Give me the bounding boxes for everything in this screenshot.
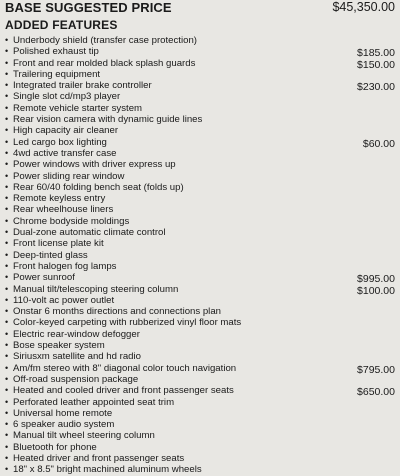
bullet-icon: • xyxy=(5,238,9,249)
feature-name: Remote keyless entry xyxy=(13,193,106,205)
bullet-icon: • xyxy=(5,136,9,147)
feature-name: Universal home remote xyxy=(13,407,113,419)
bullet-icon: • xyxy=(5,306,9,317)
bullet-icon: • xyxy=(5,272,9,283)
feature-name: Rear vision camera with dynamic guide lines xyxy=(13,114,203,126)
bullet-icon: • xyxy=(5,419,9,430)
feature-item xyxy=(5,340,396,351)
bullet-icon: • xyxy=(5,396,9,407)
feature-item xyxy=(5,408,396,419)
bullet-icon: • xyxy=(5,114,9,125)
feature-item xyxy=(5,69,396,80)
feature-item xyxy=(5,351,396,362)
feature-name: Power windows with driver express up xyxy=(13,159,176,171)
feature-name: Heated driver and front passenger seats xyxy=(13,452,185,464)
feature-name: Dual-zone automatic climate control xyxy=(13,227,166,239)
feature-item xyxy=(5,385,396,399)
bullet-icon: • xyxy=(5,159,9,170)
feature-price: $150.00 xyxy=(357,58,395,71)
feature-item xyxy=(5,430,396,441)
bullet-icon: • xyxy=(5,181,9,192)
feature-price: $60.00 xyxy=(362,137,395,150)
feature-item xyxy=(5,329,396,340)
bullet-icon: • xyxy=(5,452,9,463)
feature-item xyxy=(5,453,396,464)
feature-item xyxy=(5,238,396,249)
feature-item xyxy=(5,442,396,453)
feature-name: Trailering equipment xyxy=(13,68,101,80)
feature-name: Electric rear-window defogger xyxy=(13,328,140,340)
feature-name: Siriusxm satellite and hd radio xyxy=(13,351,141,363)
bullet-icon: • xyxy=(5,147,9,158)
feature-item xyxy=(5,35,396,46)
feature-name: Remote vehicle starter system xyxy=(13,102,143,114)
bullet-icon: • xyxy=(5,204,9,215)
feature-item xyxy=(5,227,396,238)
feature-item xyxy=(5,148,396,159)
feature-item xyxy=(5,171,396,182)
bullet-icon: • xyxy=(5,35,9,45)
feature-name: Front halogen fog lamps xyxy=(13,260,117,272)
bullet-icon: • xyxy=(5,260,9,271)
bullet-icon: • xyxy=(5,351,9,362)
feature-item xyxy=(5,80,396,94)
feature-item xyxy=(5,114,396,125)
bullet-icon: • xyxy=(5,362,9,373)
base-price-row xyxy=(5,0,396,18)
feature-name: Rear wheelhouse liners xyxy=(13,204,114,216)
feature-name: High capacity air cleaner xyxy=(13,125,119,137)
feature-name: Integrated trailer brake controller xyxy=(13,80,152,92)
feature-item xyxy=(5,46,396,60)
feature-name: Power sunroof xyxy=(13,272,75,284)
feature-item xyxy=(5,182,396,193)
feature-item xyxy=(5,306,396,317)
feature-name: 6 speaker audio system xyxy=(13,419,115,431)
feature-item xyxy=(5,295,396,306)
bullet-icon: • xyxy=(5,283,9,294)
feature-item xyxy=(5,250,396,261)
bullet-icon: • xyxy=(5,340,9,351)
bullet-icon: • xyxy=(5,317,9,328)
feature-price: $185.00 xyxy=(357,47,395,60)
bullet-icon: • xyxy=(5,227,9,238)
bullet-icon: • xyxy=(5,249,9,260)
feature-name: Color-keyed carpeting with rubberized vinyl floor mats xyxy=(13,317,242,329)
feature-item xyxy=(5,284,396,295)
feature-item xyxy=(5,204,396,215)
feature-name: Bose speaker system xyxy=(13,340,105,352)
feature-price: $100.00 xyxy=(357,284,395,297)
feature-list xyxy=(5,35,396,476)
added-features-heading: ADDED FEATURES xyxy=(5,18,118,32)
bullet-icon: • xyxy=(5,328,9,339)
feature-name: Onstar 6 months directions and connections plan xyxy=(13,306,221,318)
feature-item xyxy=(5,216,396,227)
bullet-icon: • xyxy=(5,68,9,79)
feature-name: Chrome bodyside moldings xyxy=(13,215,130,227)
bullet-icon: • xyxy=(5,91,9,102)
bullet-icon: • xyxy=(5,46,9,57)
bullet-icon: • xyxy=(5,294,9,305)
feature-item xyxy=(5,464,396,475)
bullet-icon: • xyxy=(5,430,9,441)
bullet-icon: • xyxy=(5,193,9,204)
feature-item xyxy=(5,193,396,204)
feature-item xyxy=(5,374,396,385)
feature-name: Front and rear molded black splash guards xyxy=(13,57,196,69)
feature-name: 110-volt ac power outlet xyxy=(13,294,115,306)
feature-item xyxy=(5,137,396,148)
feature-item xyxy=(5,317,396,328)
feature-name: Am/fm stereo with 8" diagonal color touch navigation xyxy=(13,362,237,374)
feature-price: $230.00 xyxy=(357,81,395,94)
bullet-icon: • xyxy=(5,170,9,181)
feature-item xyxy=(5,58,396,69)
base-price-label: BASE SUGGESTED PRICE xyxy=(5,0,172,15)
feature-name: 18" x 8.5" bright machined aluminum wheels xyxy=(13,464,202,476)
feature-item xyxy=(5,419,396,430)
bullet-icon: • xyxy=(5,464,9,475)
feature-name: Power sliding rear window xyxy=(13,170,125,182)
feature-item xyxy=(5,261,396,272)
feature-item xyxy=(5,125,396,136)
feature-item xyxy=(5,363,396,374)
feature-name: Off-road suspension package xyxy=(13,373,139,385)
feature-name: Manual tilt/telescoping steering column xyxy=(13,283,179,295)
bullet-icon: • xyxy=(5,57,9,68)
feature-item xyxy=(5,103,396,114)
feature-name: Rear 60/40 folding bench seat (folds up) xyxy=(13,181,184,193)
feature-name: Manual tilt wheel steering column xyxy=(13,430,155,442)
feature-item xyxy=(5,397,396,408)
feature-item xyxy=(5,272,396,286)
bullet-icon: • xyxy=(5,407,9,418)
feature-name: Perforated leather appointed seat trim xyxy=(13,396,175,408)
feature-price: $650.00 xyxy=(357,386,395,399)
feature-name: Led cargo box lighting xyxy=(13,136,107,148)
feature-price: $795.00 xyxy=(357,363,395,376)
feature-name: Front license plate kit xyxy=(13,238,104,250)
feature-name: Single slot cd/mp3 player xyxy=(13,91,121,103)
bullet-icon: • xyxy=(5,102,9,113)
feature-price: $995.00 xyxy=(357,273,395,286)
feature-name: Polished exhaust tip xyxy=(13,46,99,58)
bullet-icon: • xyxy=(5,385,9,396)
bullet-icon: • xyxy=(5,80,9,91)
bullet-icon: • xyxy=(5,441,9,452)
feature-item xyxy=(5,91,396,102)
feature-name: Bluetooth for phone xyxy=(13,441,97,453)
bullet-icon: • xyxy=(5,125,9,136)
feature-name: 4wd active transfer case xyxy=(13,147,117,159)
bullet-icon: • xyxy=(5,215,9,226)
feature-name: Heated and cooled driver and front passenger seats xyxy=(13,385,234,397)
feature-item xyxy=(5,159,396,170)
feature-name: Underbody shield (transfer case protection) xyxy=(13,35,197,46)
bullet-icon: • xyxy=(5,373,9,384)
base-price-value: $45,350.00 xyxy=(332,0,395,14)
feature-name: Deep-tinted glass xyxy=(13,249,88,261)
